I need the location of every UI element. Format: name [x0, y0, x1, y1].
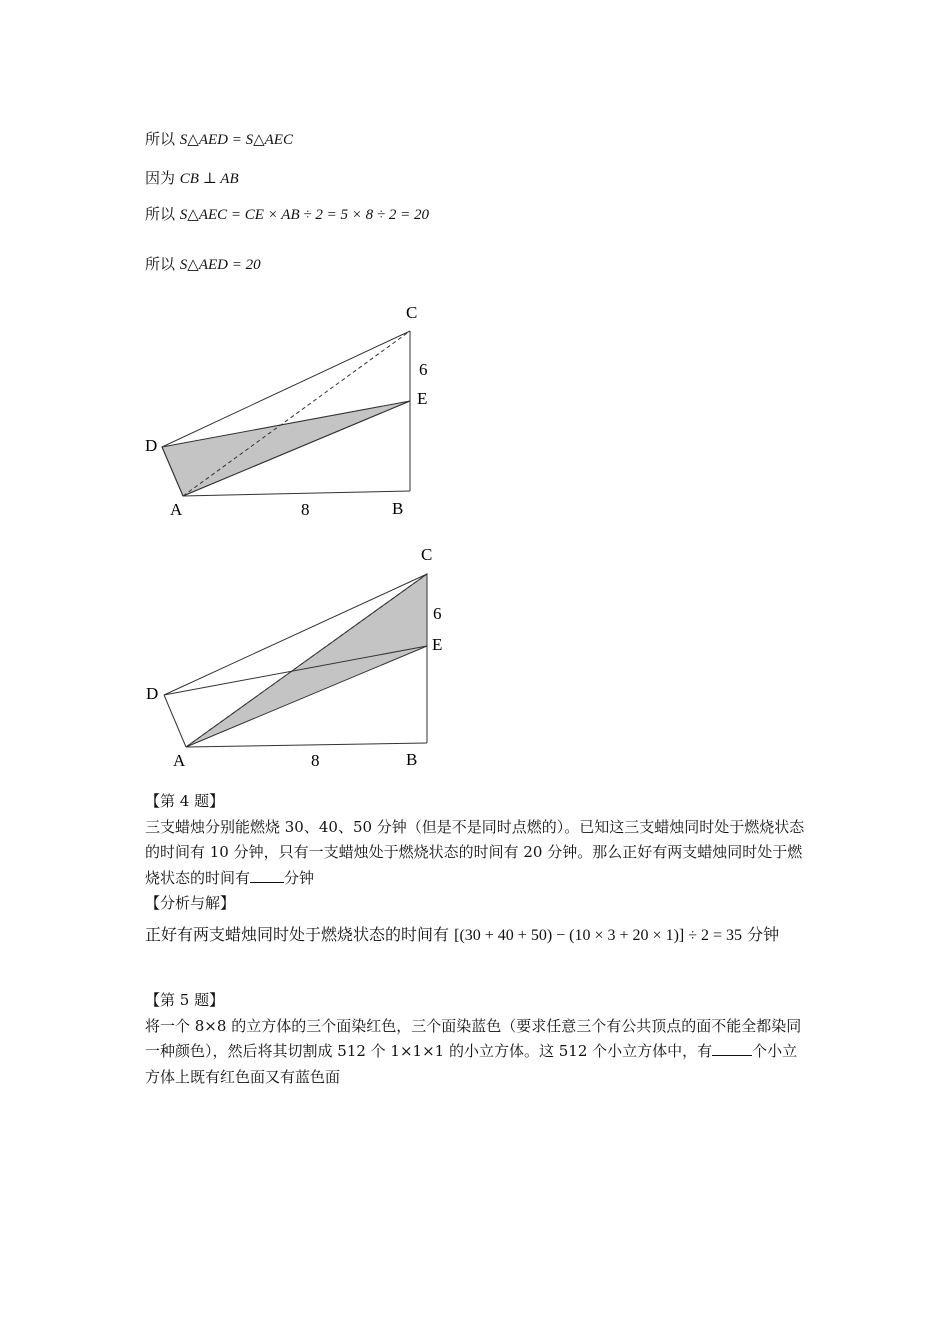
proof-prefix: 所以 — [145, 255, 176, 273]
answer-blank[interactable] — [712, 1041, 752, 1056]
label-length-ab: 8 — [301, 500, 310, 519]
proof-expression: S△AED = 20 — [179, 257, 261, 273]
label-a: A — [173, 751, 186, 770]
solution-expression: [(30 + 40 + 50) − (10 × 3 + 20 × 1)] ÷ 2 = 35 — [454, 927, 743, 944]
proof-prefix: 所以 — [145, 205, 176, 223]
proof-prefix: 所以 — [145, 130, 176, 148]
label-length-ab: 8 — [311, 751, 320, 770]
label-b: B — [392, 499, 404, 518]
label-a: A — [170, 500, 183, 519]
proof-expression: S△AED = S△AEC — [179, 132, 293, 148]
label-b: B — [406, 750, 418, 769]
question-text: 三支蜡烛分别能燃烧 30、40、50 分钟（但是不是同时点燃的）。已知这三支蜡烛同时处于燃烧状态的时间有 10 分钟，只有一支蜡烛处于燃烧状态的时间有 20 分钟。那么正好有两支蜡烛同时处于燃烧状态的时间有 分钟 — [145, 817, 805, 887]
shaded-triangle-aed — [162, 401, 410, 496]
question-5 — [145, 988, 810, 1090]
label-length-ce: 6 — [433, 604, 442, 623]
figure-triangle-aed-shaded — [0, 0, 950, 540]
segment-ab — [183, 491, 410, 496]
question-heading: 【第 4 题】 — [145, 792, 225, 810]
answer-blank[interactable] — [250, 868, 284, 883]
question-4 — [145, 789, 810, 917]
proof-prefix: 因为 — [145, 169, 176, 187]
question-4-solution — [145, 925, 779, 946]
proof-expression: CB ⊥ AB — [179, 171, 239, 187]
segment-ab — [186, 743, 427, 747]
question-heading: 【第 5 题】 — [145, 991, 225, 1009]
label-e: E — [432, 635, 443, 654]
label-e: E — [417, 389, 428, 408]
solution-suffix: 分钟 — [747, 925, 780, 944]
analysis-heading: 【分析与解】 — [145, 894, 236, 912]
segment-da — [164, 695, 186, 747]
label-d: D — [145, 436, 158, 455]
question-text: 将一个 8×8 的立方体的三个面染红色，三个面染蓝色（要求任意三个有公共顶点的面不能全都染同一种颜色），然后将其切割成 512 个 1×1×1 的小立方体。这 512 个小立方体中，有 个小立方体上既有红色面又有蓝色面 — [145, 1016, 802, 1086]
figure-triangle-aec-shaded — [0, 540, 950, 780]
proof-expression: S△AEC = CE × AB ÷ 2 = 5 × 8 ÷ 2 = 20 — [179, 207, 429, 223]
label-c: C — [406, 303, 418, 322]
solution-prefix: 正好有两支蜡烛同时处于燃烧状态的时间有 — [145, 925, 450, 944]
label-c: C — [421, 545, 433, 564]
label-length-ce: 6 — [419, 360, 428, 379]
label-d: D — [146, 684, 159, 703]
